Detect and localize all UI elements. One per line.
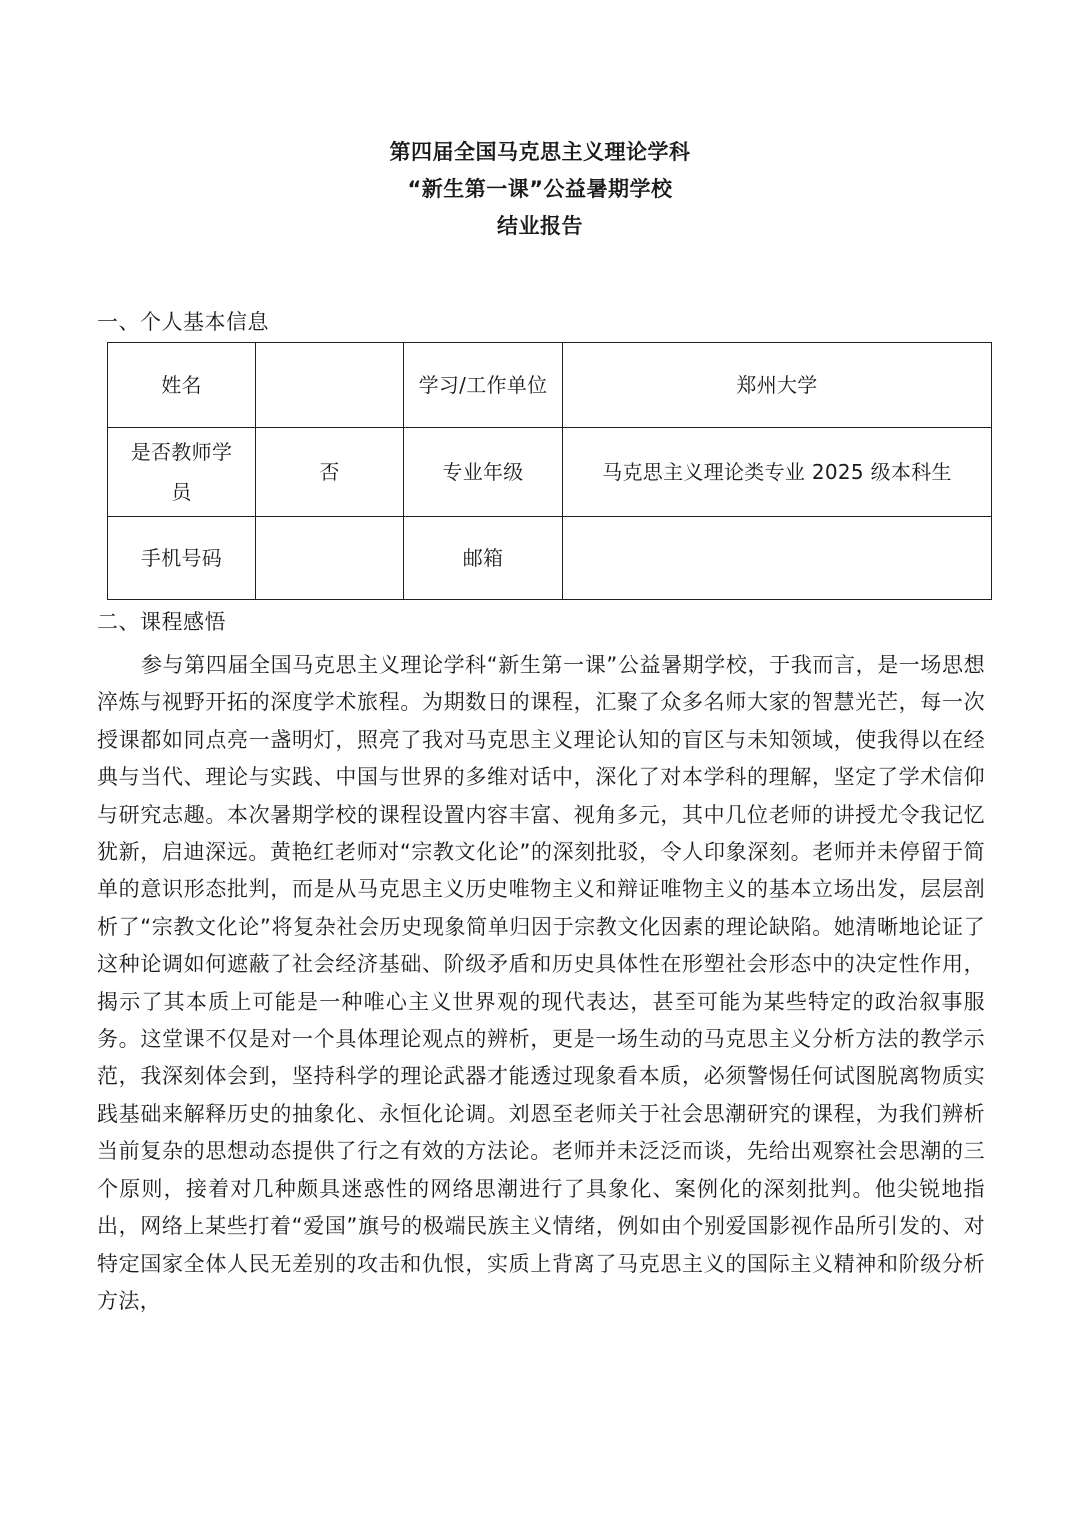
phone-label: 手机号码 xyxy=(108,517,256,600)
teacher-label: 是否教师学员 xyxy=(108,428,256,517)
teacher-value: 否 xyxy=(256,428,404,517)
table-row xyxy=(108,428,992,517)
name-value xyxy=(256,343,404,428)
email-label: 邮箱 xyxy=(404,517,563,600)
title-line-1: 第四届全国马克思主义理论学科 xyxy=(389,140,691,164)
major-label: 专业年级 xyxy=(404,428,563,517)
unit-value: 郑州大学 xyxy=(563,343,992,428)
reflection-paragraph: 参与第四届全国马克思主义理论学科“新生第一课”公益暑期学校，于我而言，是一场思想淬炼与视野开拓的深度学术旅程。为期数日的课程，汇聚了众多名师大家的智慧光芒，每一次授课都如同点亮一盏明灯，照亮了我对马克思主义理论认知的盲区与未知领域，使我得以在经典与当代、理论与实践、中国与世界的多维对话中，深化了对本学科的理解，坚定了学术信仰与研究志趣。本次暑期学校的课程设置内容丰富、视角多元，其中几位老师的讲授尤令我记忆犹新，启迪深远。黄艳红老师对“宗教文化论”的深刻批驳，令人印象深刻。老师并未停留于简单的意识形态批判，而是从马克思主义历史唯物主义和辩证唯物主义的基本立场出发，层层剖析了“宗教文化论”将复杂社会历史现象简单归因于宗教文化因素的理论缺陷。她清晰地论证了这种论调如何遮蔽了社会经济基础、阶级矛盾和历史具体性在形塑社会形态中的决定性作用，揭示了其本质上可能是一种唯心主义世界观的现代表达，甚至可能为某些特定的政治叙事服务。这堂课不仅是对一个具体理论观点的辨析，更是一场生动的马克思主义分析方法的教学示范，我深刻体会到，坚持科学的理论武器才能透过现象看本质，必须警惕任何试图脱离物质实践基础来解释历史的抽象化、永恒化论调。刘恩至老师关于社会思潮研究的课程，为我们辨析当前复杂的思想动态提供了行之有效的方法论。老师并未泛泛而谈，先给出观察社会思潮的三个原则，接着对几种颇具迷惑性的网络思潮进行了具象化、案例化的深刻批判。他尖锐地指出，网络上某些打着“爱国”旗号的极端民族主义情绪，例如由个别爱国影视作品所引发的、对特定国家全体人民无差别的攻击和仇恨，实质上背离了马克思主义的国际主义精神和阶级分析方法， xyxy=(97,653,985,1313)
report-title xyxy=(0,134,1080,245)
name-label: 姓名 xyxy=(108,343,256,428)
table-row xyxy=(108,517,992,600)
major-value: 马克思主义理论类专业 2025 级本科生 xyxy=(563,428,992,517)
email-value xyxy=(563,517,992,600)
unit-label: 学习/工作单位 xyxy=(404,343,563,428)
personal-info-table xyxy=(107,342,992,600)
table-row xyxy=(108,343,992,428)
phone-value xyxy=(256,517,404,600)
title-line-3: 结业报告 xyxy=(497,214,583,238)
title-line-2: “新生第一课”公益暑期学校 xyxy=(407,177,673,201)
section-heading-personal-info: 一、个人基本信息 xyxy=(97,310,269,334)
section-heading-course-reflection: 二、课程感悟 xyxy=(97,610,226,634)
